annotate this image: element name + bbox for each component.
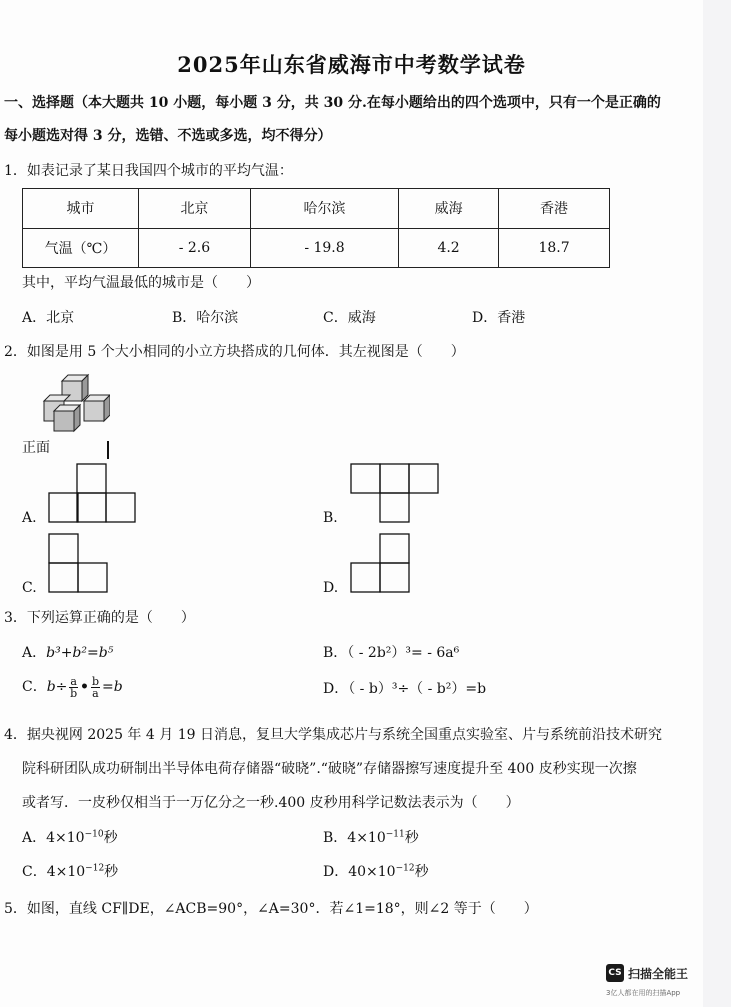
q2-option-c-figure [48,533,109,594]
q3-option-b [323,644,459,662]
front-view-label: 正面 [22,440,50,456]
q4-line3: 或者写．一皮秒仅相当于一万亿分之一秒.400 皮秒用科学记数法表示为（ ） [22,795,520,811]
watermark-tagline: 3亿人都在用的扫描App [606,989,681,997]
q4-option-a-exp: −10 [84,829,104,840]
fraction-numerator: b [91,674,99,688]
q5-stem: 5．如图，直线 CF∥DE，∠ACB=90°，∠A=30°．若∠1=18°，则∠2 等于（ ） [4,901,538,917]
q3-option-d-expr: （ - b）³÷（ - b²）=b [348,681,487,697]
section-heading: 一、选择题（本大题共 10 小题，每小题 3 分，共 30 分.在每小题给出的四个选项中，只有一个是正确的 [4,95,661,111]
q3-option-a-expr: b³+b²=b⁵ [46,645,114,661]
table-cell: 北京 [139,189,251,229]
q3-option-a [22,644,113,662]
fraction [91,676,100,699]
q1-option-c: C．威海 [323,310,376,326]
q1-stem: 1．如表记录了某日我国四个城市的平均气温： [4,163,293,179]
cube-solid-figure [40,373,110,439]
table-cell: 城市 [23,189,139,229]
table-cell: 18.7 [499,228,610,268]
multiply-dot: • [79,679,89,695]
q3-option-c-pre: b÷ [46,679,68,695]
q2-option-d-label: D. [323,580,339,596]
q3-stem: 3．下列运算正确的是（ ） [4,610,195,626]
table-cell: 气温（℃） [23,228,139,268]
temperature-table [22,188,610,268]
table-cell: 哈尔滨 [250,189,398,229]
q4-option-c-label: C． [22,864,47,880]
q4-option-b-label: B． [323,830,348,846]
q3-option-a-label: A． [22,645,47,661]
q2-stem: 2．如图是用 5 个大小相同的小立方块搭成的几何体．其左视图是（ ） [4,344,465,360]
q1-option-b: B．哈尔滨 [172,310,239,326]
q4-option-c-exp: −12 [85,863,105,874]
q4-option-c [22,863,118,881]
q4-option-d-label: D． [323,864,349,880]
q4-option-a [22,829,118,847]
table-row [23,228,610,268]
fraction-numerator: a [70,674,77,688]
table-row [23,189,610,229]
q3-option-d-label: D． [323,681,349,697]
q3-option-b-label: B． [323,645,348,661]
q3-option-d [323,680,486,698]
table-cell: - 2.6 [139,228,251,268]
table-cell: 4.2 [399,228,499,268]
q4-option-b [323,829,419,847]
page-title: 2025年山东省威海市中考数学试卷 [177,52,526,77]
right-margin-bar [703,0,731,1007]
q3-option-c-label: C． [22,679,47,695]
camscanner-logo-icon: CS [606,964,624,982]
q1-option-a: A．北京 [22,310,75,326]
q4-option-b-exp: −11 [385,829,405,840]
table-cell: 香港 [499,189,610,229]
q4-option-c-base: 4×10 [46,864,86,880]
q4-option-a-unit: 秒 [103,830,118,846]
table-cell: - 19.8 [250,228,398,268]
q2-option-d-figure [350,533,411,594]
section-heading-cont: 每小题选对得 3 分，选错、不选或多选，均不得分） [4,128,332,144]
q3-option-b-expr: （ - 2b²）³= - 6a⁶ [347,645,460,661]
q3-option-c [22,672,123,702]
q1-question: 其中，平均气温最低的城市是（ ） [22,275,260,291]
q2-option-b-figure [350,463,439,524]
q2-option-b-label: B. [323,510,338,526]
q4-option-c-unit: 秒 [104,864,119,880]
table-cell: 威海 [399,189,499,229]
fraction [69,676,78,699]
q2-option-c-label: C. [22,580,37,596]
q4-option-d-exp: −12 [395,863,415,874]
watermark-name: 扫描全能王 [628,967,689,981]
q2-option-a-figure [48,463,136,524]
q4-option-d-unit: 秒 [414,864,429,880]
q4-option-d [323,863,429,881]
q4-option-d-base: 40×10 [348,864,396,880]
front-direction-mark [107,441,109,459]
q2-option-a-label: A. [22,510,37,526]
fraction-denominator: a [92,686,99,700]
fraction-denominator: b [70,686,78,700]
q4-option-b-unit: 秒 [404,830,419,846]
q4-line1: 4．据央视网 2025 年 4 月 19 日消息，复旦大学集成芯片与系统全国重点实验室、片与系统前沿技术研究 [4,727,662,743]
q4-option-a-base: 4×10 [46,830,85,846]
q1-option-d: D．香港 [472,310,526,326]
q4-option-b-base: 4×10 [347,830,386,846]
q4-line2: 院科研团队成功研制出半导体电荷存储器“破晓”.“破晓”存储器擦写速度提升至 400 皮秒实现一次擦 [22,761,637,777]
q3-option-c-post: =b [101,679,123,695]
q4-option-a-label: A． [22,830,47,846]
